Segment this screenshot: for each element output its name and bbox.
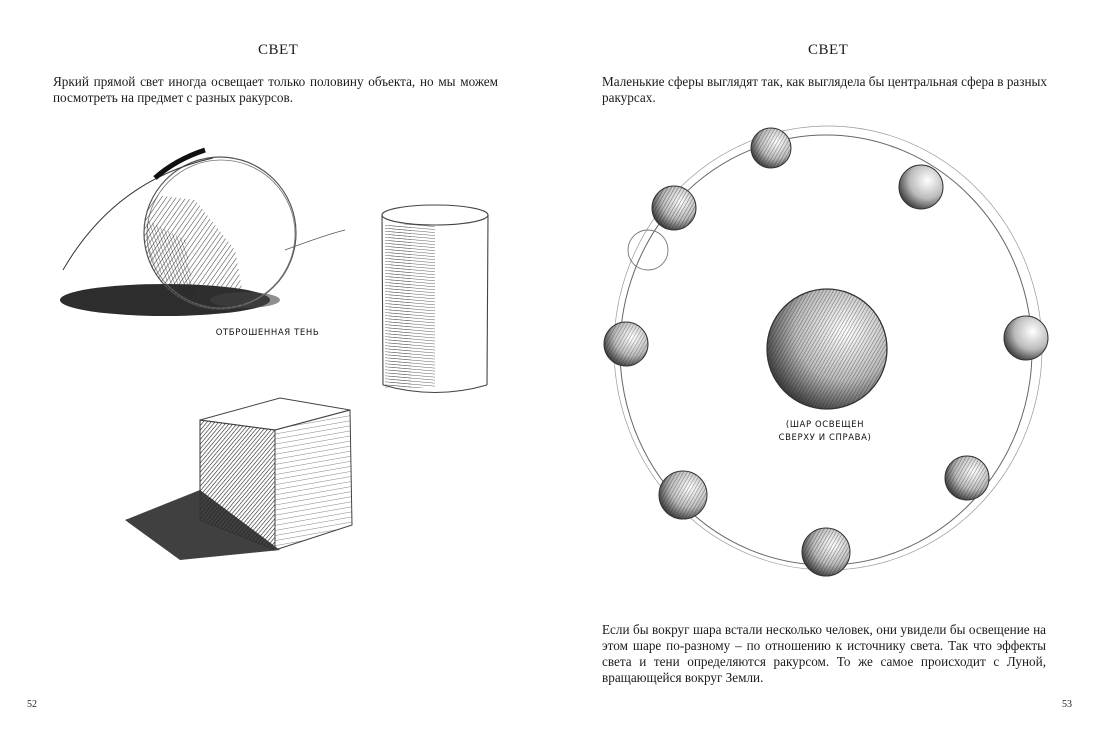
center-caption-line1: (ШАР ОСВЕЩЕН (785, 420, 865, 430)
center-caption-line2: СВЕРХУ И СПРАВА) (778, 433, 872, 443)
page-heading: СВЕТ (808, 42, 849, 58)
orbit-sphere (659, 471, 707, 519)
cube-sketch (120, 390, 360, 570)
orbit-sphere (802, 528, 850, 576)
cast-shadow-caption: ОТБРОШЕННАЯ ТЕНЬ (215, 328, 320, 338)
orbit-sketch (590, 112, 1060, 592)
central-sphere (767, 289, 887, 409)
page-number: 53 (1062, 699, 1072, 710)
orbit-sphere (945, 456, 989, 500)
orbit-sphere (899, 165, 943, 209)
cylinder-sketch (375, 200, 495, 400)
orbit-sphere (1004, 316, 1048, 360)
page-heading: СВЕТ (258, 42, 299, 58)
intro-paragraph: Маленькие сферы выглядят так, как выглядела бы центральная сфера в разных ракурсах. (602, 74, 1047, 105)
intro-paragraph: Яркий прямой свет иногда освещает только половину объекта, но мы можем посмотреть на предмет с разных ракурсов. (53, 74, 498, 105)
orbit-sphere (751, 128, 791, 168)
orbit-sphere (604, 322, 648, 366)
center-caption (760, 419, 890, 445)
orbit-sphere (628, 186, 696, 270)
sphere-sketch (55, 140, 355, 340)
right-page (550, 0, 1100, 733)
closing-paragraph: Если бы вокруг шара встали несколько человек, они увидели бы освещение на этом шаре по-разному – по отношению к источнику света. Так что эффекты света и тени определяются ракурсом. То же самое происходит с Луной, вращающейся вокруг Земли. (602, 622, 1046, 685)
page-number: 52 (27, 699, 37, 710)
